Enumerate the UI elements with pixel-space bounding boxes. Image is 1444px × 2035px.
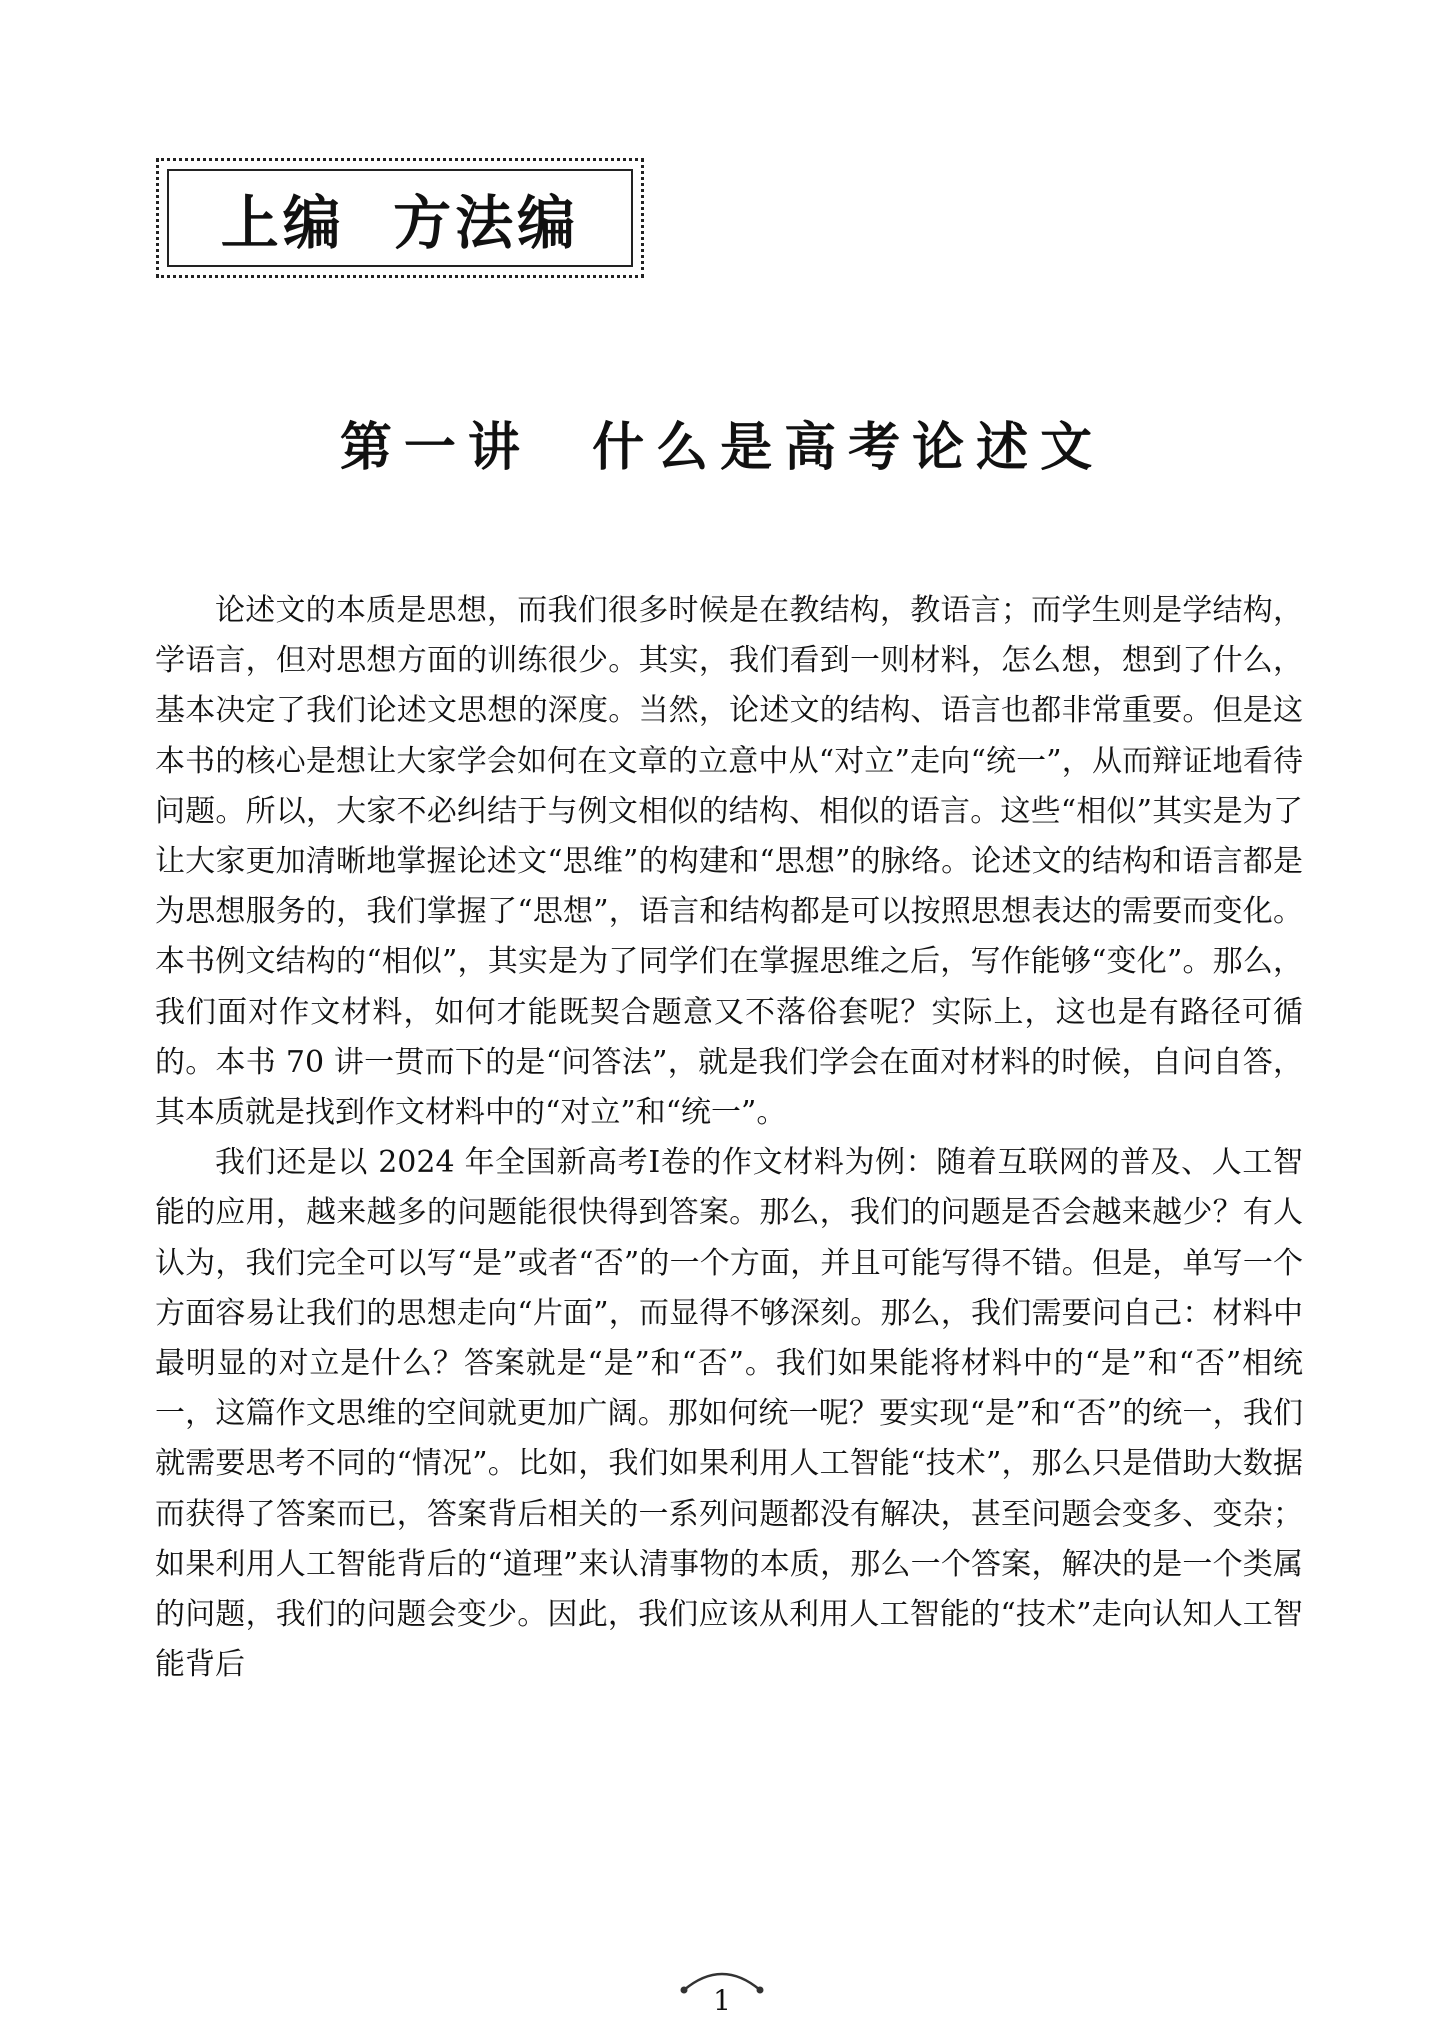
page-footer [672,1964,772,2024]
paragraph: 我们还是以 2024 年全国新高考Ⅰ卷的作文材料为例：随着互联网的普及、人工智能的应用，越来越多的问题能很快得到答案。那么，我们的问题是否会越来越少？有人认为，我们完全可以写“是”或者“否”的一个方面，并且可能写得不错。但是，单写一个方面容易让我们的思想走向“片面”，而显得不够深刻。那么，我们需要问自己：材料中最明显的对立是什么？答案就是“是”和“否”。我们如果能将材料中的“是”和“否”相统一，这篇作文思维的空间就更加广阔。那如何统一呢？要实现“是”和“否”的统一，我们就需要思考不同的“情况”。比如，我们如果利用人工智能“技术”，那么只是借助大数据而获得了答案而已，答案背后相关的一系列问题都没有解决，甚至问题会变多、变杂；如果利用人工智能背后的“道理”来认清事物的本质，那么一个答案，解决的是一个类属的问题，我们的问题会变少。因此，我们应该从利用人工智能的“技术”走向认知人工智能背后 [155,1145,1303,1683]
chapter-title: 第一讲 什么是高考论述文 [339,418,1105,478]
paragraph: 论述文的本质是思想，而我们很多时候是在教结构，教语言；而学生则是学结构，学语言，但对思想方面的训练很少。其实，我们看到一则材料，怎么想，想到了什么，基本决定了我们论述文思想的深度。当然，论述文的结构、语言也都非常重要。但是这本书的核心是想让大家学会如何在文章的立意中从“对立”走向“统一”，从而辩证地看待问题。所以，大家不必纠结于与例文相似的结构、相似的语言。这些“相似”其实是为了让大家更加清晰地掌握论述文“思维”的构建和“思想”的脉络。论述文的结构和语言都是为思想服务的，我们掌握了“思想”，语言和结构都是可以按照思想表达的需要而变化。本书例文结构的“相似”，其实是为了同学们在掌握思维之后，写作能够“变化”。那么，我们面对作文材料，如何才能既契合题意又不落俗套呢？实际上，这也是有路径可循的。本书 70 讲一贯而下的是“问答法”，就是我们学会在面对材料的时候，自问自答，其本质就是找到作文材料中的“对立”和“统一”。 [155,593,1303,1131]
body-text [155,586,1303,1690]
part-title: 上编 方法编 [220,189,580,257]
part-title-box [156,158,644,278]
page-number: 1 [713,1984,731,2017]
